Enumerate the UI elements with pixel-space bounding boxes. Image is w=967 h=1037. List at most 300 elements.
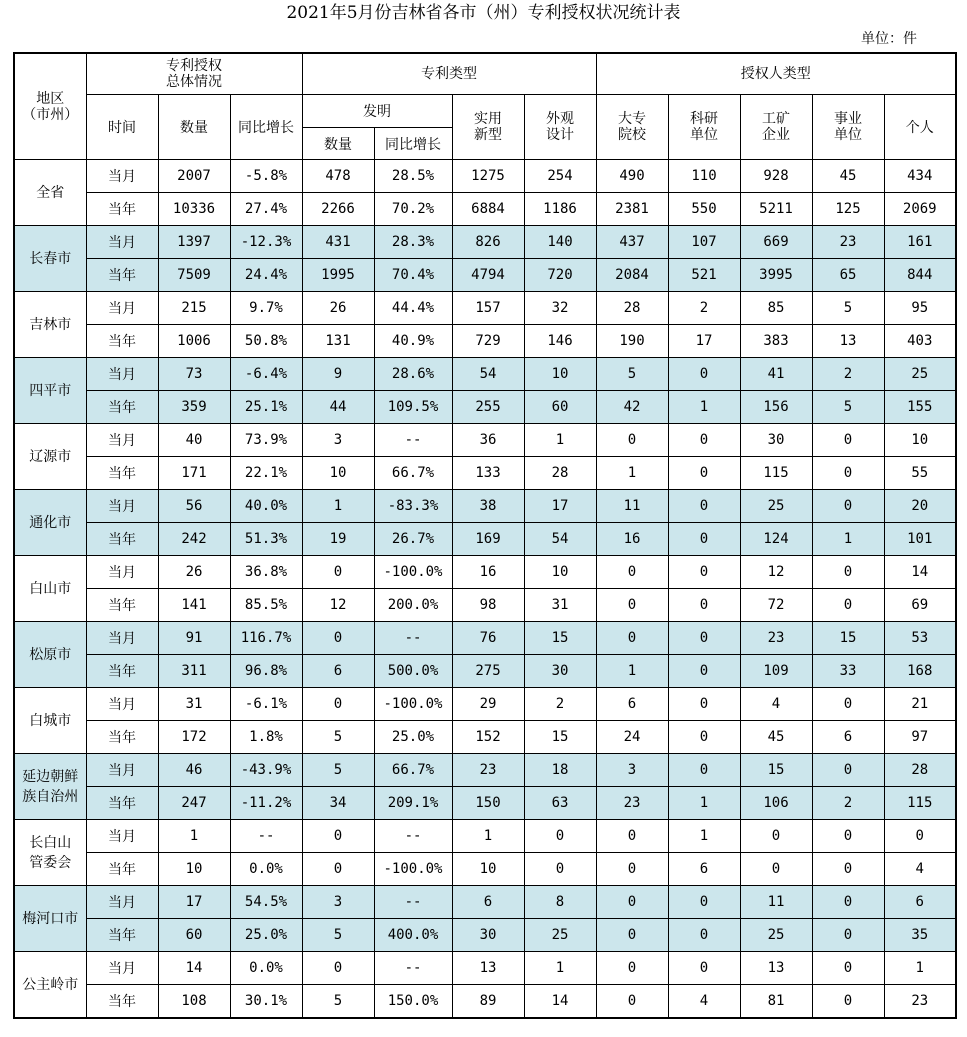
table-row [14,490,956,523]
value-cell: 14 [524,985,596,1019]
table-row [14,853,956,886]
value-cell: 97 [884,721,956,754]
value-cell: 359 [158,391,230,424]
region-name-line: 白山市 [29,580,72,597]
value-cell: 0 [596,952,668,985]
value-cell: 36 [452,424,524,457]
value-cell: 38 [452,490,524,523]
region-name-cell [14,292,86,358]
value-cell: 0 [302,952,374,985]
value-cell: 15 [740,754,812,787]
value-cell: 23 [596,787,668,820]
region-name-line: 长白山 [29,834,72,851]
table-row [14,391,956,424]
value-cell: 46 [158,754,230,787]
header-utility [452,95,524,160]
table-row [14,589,956,622]
value-cell: 15 [524,721,596,754]
value-cell: 0 [596,985,668,1019]
value-cell: 0 [812,820,884,853]
value-cell: 2266 [302,193,374,226]
value-cell: 23 [812,226,884,259]
table-row [14,688,956,721]
value-cell: 0 [668,919,740,952]
table-row [14,754,956,787]
value-cell: 11 [740,886,812,919]
value-cell: 5 [302,985,374,1019]
value-cell: 20 [884,490,956,523]
value-cell: 13 [740,952,812,985]
table-row [14,226,956,259]
header-invention-yoy: 同比增长 [374,128,452,160]
value-cell: 45 [740,721,812,754]
period-cell: 当年 [86,787,158,820]
value-cell: 0 [524,853,596,886]
value-cell: 275 [452,655,524,688]
value-cell: 0 [596,886,668,919]
header-institution-line1: 事业 [834,111,862,127]
value-cell: 4 [884,853,956,886]
value-cell: 30 [452,919,524,952]
value-cell: 107 [668,226,740,259]
header-research [668,95,740,160]
value-cell: 169 [452,523,524,556]
value-cell: 41 [740,358,812,391]
value-cell: 255 [452,391,524,424]
value-cell: 1 [158,820,230,853]
value-cell: 1 [884,952,956,985]
header-invention: 发明 [302,95,452,128]
value-cell: 141 [158,589,230,622]
value-cell: 3 [302,886,374,919]
table-row [14,523,956,556]
value-cell: 25 [524,919,596,952]
region-name-cell [14,688,86,754]
value-cell: 0 [302,622,374,655]
value-cell: 15 [524,622,596,655]
value-cell: 0 [596,853,668,886]
value-cell: 14 [158,952,230,985]
value-cell: 27.4% [230,193,302,226]
value-cell: 1 [302,490,374,523]
value-cell: 91 [158,622,230,655]
value-cell: 35 [884,919,956,952]
value-cell: 431 [302,226,374,259]
value-cell: 10 [158,853,230,886]
value-cell: 6 [596,688,668,721]
value-cell: 25 [884,358,956,391]
table-row [14,556,956,589]
value-cell: 125 [812,193,884,226]
value-cell: -100.0% [374,853,452,886]
value-cell: 28.6% [374,358,452,391]
value-cell: 0 [812,853,884,886]
table-row [14,919,956,952]
value-cell: 0 [668,886,740,919]
period-cell: 当月 [86,952,158,985]
value-cell: 1186 [524,193,596,226]
value-cell: 60 [524,391,596,424]
value-cell: 0 [668,655,740,688]
period-cell: 当月 [86,688,158,721]
header-institution [812,95,884,160]
table-row [14,886,956,919]
value-cell: 0 [668,358,740,391]
value-cell: 0 [740,820,812,853]
header-yoy: 同比增长 [230,95,302,160]
value-cell: -- [374,886,452,919]
value-cell: 6 [302,655,374,688]
value-cell: 5211 [740,193,812,226]
value-cell: 17 [668,325,740,358]
table-row [14,160,956,193]
value-cell: 0 [596,424,668,457]
region-name-line: 通化市 [29,514,72,531]
value-cell: 521 [668,259,740,292]
value-cell: 5 [812,292,884,325]
value-cell: 26.7% [374,523,452,556]
value-cell: 17 [158,886,230,919]
value-cell: 76 [452,622,524,655]
value-cell: 5 [302,919,374,952]
table-row [14,985,956,1019]
value-cell: 720 [524,259,596,292]
header-overall [86,53,302,95]
table-row [14,820,956,853]
value-cell: 63 [524,787,596,820]
value-cell: 500.0% [374,655,452,688]
value-cell: 50.8% [230,325,302,358]
value-cell: 31 [524,589,596,622]
table-row [14,457,956,490]
value-cell: 0 [812,919,884,952]
value-cell: 54.5% [230,886,302,919]
period-cell: 当年 [86,391,158,424]
value-cell: 3 [596,754,668,787]
value-cell: 729 [452,325,524,358]
value-cell: 22.1% [230,457,302,490]
value-cell: 478 [302,160,374,193]
value-cell: 28 [884,754,956,787]
value-cell: 1397 [158,226,230,259]
value-cell: 1 [596,457,668,490]
value-cell: 9.7% [230,292,302,325]
value-cell: 400.0% [374,919,452,952]
value-cell: 0 [302,688,374,721]
period-cell: 当年 [86,655,158,688]
table-row [14,721,956,754]
unit-label: 单位：件 [861,31,917,47]
header-invention-count: 数量 [302,128,374,160]
value-cell: 9 [302,358,374,391]
header-region-line2: （市州） [22,106,79,123]
period-cell: 当年 [86,325,158,358]
value-cell: 437 [596,226,668,259]
period-cell: 当年 [86,457,158,490]
value-cell: 2007 [158,160,230,193]
value-cell: 5 [302,754,374,787]
value-cell: 3995 [740,259,812,292]
value-cell: 172 [158,721,230,754]
value-cell: 0 [596,919,668,952]
value-cell: 0 [812,424,884,457]
value-cell: 0 [668,721,740,754]
value-cell: 10 [452,853,524,886]
value-cell: 156 [740,391,812,424]
value-cell: 14 [884,556,956,589]
value-cell: 81 [740,985,812,1019]
value-cell: 33 [812,655,884,688]
value-cell: 403 [884,325,956,358]
header-overall-line1: 专利授权 [166,58,222,74]
value-cell: 24 [596,721,668,754]
value-cell: 0 [812,886,884,919]
header-college-line2: 院校 [618,127,646,143]
region-name-line: 梅河口市 [22,910,79,927]
value-cell: 5 [596,358,668,391]
value-cell: 10 [524,556,596,589]
value-cell: -- [374,424,452,457]
value-cell: 2069 [884,193,956,226]
region-name-cell [14,622,86,688]
value-cell: 23 [740,622,812,655]
value-cell: 171 [158,457,230,490]
value-cell: 0 [668,523,740,556]
value-cell: 0 [668,490,740,523]
value-cell: 21 [884,688,956,721]
value-cell: -100.0% [374,556,452,589]
value-cell: 4 [740,688,812,721]
value-cell: 155 [884,391,956,424]
header-research-line1: 科研 [690,111,718,127]
value-cell: 44 [302,391,374,424]
header-time: 时间 [86,95,158,160]
value-cell: 550 [668,193,740,226]
table-row [14,193,956,226]
value-cell: 10 [302,457,374,490]
value-cell: 11 [596,490,668,523]
table-row [14,259,956,292]
value-cell: -83.3% [374,490,452,523]
header-patent-type: 专利类型 [302,53,596,95]
value-cell: 1995 [302,259,374,292]
value-cell: 0 [812,952,884,985]
value-cell: 0 [812,457,884,490]
value-cell: -- [230,820,302,853]
value-cell: 40 [158,424,230,457]
value-cell: 28 [596,292,668,325]
value-cell: 85 [740,292,812,325]
header-enterprise-line1: 工矿 [762,111,790,127]
value-cell: -12.3% [230,226,302,259]
value-cell: 25.0% [230,919,302,952]
value-cell: 30.1% [230,985,302,1019]
value-cell: 0 [668,457,740,490]
table-row [14,952,956,985]
value-cell: 0 [812,490,884,523]
value-cell: 1 [452,820,524,853]
value-cell: 5 [302,721,374,754]
value-cell: 1 [668,787,740,820]
value-cell: 53 [884,622,956,655]
region-name-line: 辽源市 [29,448,72,465]
region-name-cell [14,754,86,820]
value-cell: 15 [812,622,884,655]
value-cell: 215 [158,292,230,325]
value-cell: 8 [524,886,596,919]
period-cell: 当年 [86,523,158,556]
value-cell: 10336 [158,193,230,226]
region-name-line: 白城市 [29,712,72,729]
header-research-line2: 单位 [690,127,718,143]
period-cell: 当月 [86,160,158,193]
value-cell: 140 [524,226,596,259]
value-cell: 56 [158,490,230,523]
value-cell: 669 [740,226,812,259]
value-cell: 0 [596,820,668,853]
table-row [14,787,956,820]
value-cell: 0 [812,985,884,1019]
header-enterprise-line2: 企业 [762,127,790,143]
value-cell: 89 [452,985,524,1019]
value-cell: 16 [452,556,524,589]
value-cell: 0 [668,589,740,622]
value-cell: 383 [740,325,812,358]
period-cell: 当年 [86,919,158,952]
value-cell: 30 [740,424,812,457]
value-cell: 13 [452,952,524,985]
region-name-cell [14,358,86,424]
value-cell: 0 [740,853,812,886]
period-cell: 当月 [86,490,158,523]
value-cell: 1 [812,523,884,556]
header-overall-line2: 总体情况 [166,74,222,90]
header-design-line2: 设计 [546,127,574,143]
patent-statistics-table [13,52,957,1019]
region-name-cell [14,556,86,622]
value-cell: 1 [524,424,596,457]
value-cell: 0 [812,589,884,622]
value-cell: 73.9% [230,424,302,457]
value-cell: -- [374,952,452,985]
header-institution-line2: 单位 [834,127,862,143]
value-cell: 1.8% [230,721,302,754]
value-cell: 1 [596,655,668,688]
table-row [14,622,956,655]
period-cell: 当年 [86,193,158,226]
value-cell: 0 [668,424,740,457]
region-name-cell [14,952,86,1019]
value-cell: 5 [812,391,884,424]
value-cell: 12 [740,556,812,589]
value-cell: 0 [302,853,374,886]
value-cell: 0.0% [230,952,302,985]
value-cell: 2 [812,787,884,820]
value-cell: 254 [524,160,596,193]
value-cell: 25.1% [230,391,302,424]
value-cell: 115 [884,787,956,820]
value-cell: 6 [452,886,524,919]
value-cell: 85.5% [230,589,302,622]
value-cell: 150 [452,787,524,820]
period-cell: 当年 [86,853,158,886]
period-cell: 当月 [86,226,158,259]
value-cell: 4 [668,985,740,1019]
value-cell: 6 [668,853,740,886]
value-cell: 6884 [452,193,524,226]
value-cell: 26 [158,556,230,589]
region-name-cell [14,490,86,556]
value-cell: 0 [302,820,374,853]
table-row [14,424,956,457]
header-utility-line2: 新型 [474,127,502,143]
value-cell: 18 [524,754,596,787]
period-cell: 当月 [86,886,158,919]
period-cell: 当月 [86,754,158,787]
value-cell: 70.4% [374,259,452,292]
value-cell: 109.5% [374,391,452,424]
value-cell: 0 [812,688,884,721]
value-cell: 242 [158,523,230,556]
value-cell: 29 [452,688,524,721]
region-name-cell [14,886,86,952]
value-cell: 10 [524,358,596,391]
value-cell: 146 [524,325,596,358]
value-cell: 10 [884,424,956,457]
value-cell: -- [374,622,452,655]
value-cell: 1 [668,820,740,853]
table-row [14,358,956,391]
value-cell: 311 [158,655,230,688]
value-cell: 6 [812,721,884,754]
period-cell: 当年 [86,985,158,1019]
value-cell: 0 [884,820,956,853]
value-cell: 161 [884,226,956,259]
value-cell: 25.0% [374,721,452,754]
header-region [14,53,86,160]
value-cell: -43.9% [230,754,302,787]
value-cell: 844 [884,259,956,292]
region-name-line: 长春市 [29,250,72,267]
header-design [524,95,596,160]
value-cell: 124 [740,523,812,556]
value-cell: 2 [668,292,740,325]
table-row [14,325,956,358]
value-cell: 54 [524,523,596,556]
period-cell: 当月 [86,556,158,589]
header-grantee-type: 授权人类型 [596,53,956,95]
region-name-line: 管委会 [29,854,72,871]
period-cell: 当月 [86,820,158,853]
value-cell: -5.8% [230,160,302,193]
value-cell: 32 [524,292,596,325]
period-cell: 当月 [86,358,158,391]
value-cell: 54 [452,358,524,391]
value-cell: 200.0% [374,589,452,622]
value-cell: 0 [812,754,884,787]
value-cell: 434 [884,160,956,193]
value-cell: 25 [740,490,812,523]
value-cell: 28.3% [374,226,452,259]
value-cell: 51.3% [230,523,302,556]
value-cell: 0 [596,622,668,655]
value-cell: -- [374,820,452,853]
value-cell: 101 [884,523,956,556]
value-cell: 116.7% [230,622,302,655]
value-cell: 190 [596,325,668,358]
period-cell: 当年 [86,259,158,292]
value-cell: 95 [884,292,956,325]
